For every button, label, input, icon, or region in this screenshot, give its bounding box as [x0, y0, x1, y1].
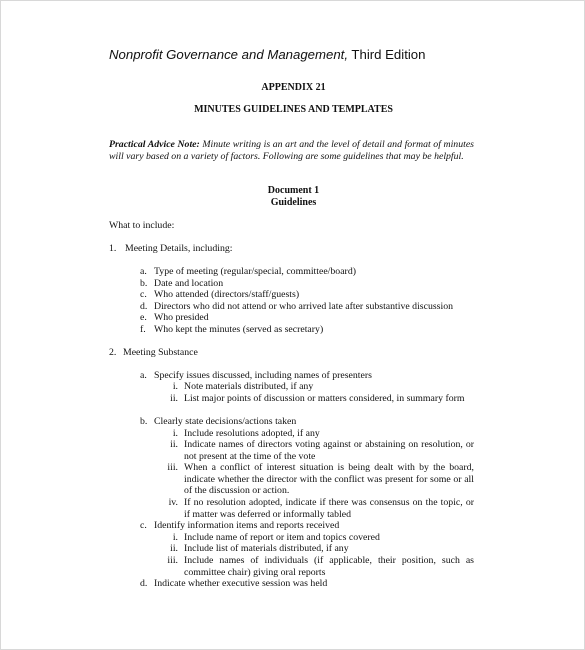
note-label: Practical Advice Note:: [109, 139, 200, 150]
list-item-text: Specify issues discussed, including names of presenters: [154, 370, 372, 381]
list-item-label: d.: [140, 578, 148, 589]
section-title: Meeting Details, including:: [125, 243, 233, 254]
sublist-item-text: List major points of discussion or matters considered, in summary form: [184, 393, 465, 404]
section-number: 2.: [109, 347, 117, 358]
list-item-text: Identify information items and reports received: [154, 520, 340, 531]
sublist-item-text: Note materials distributed, if any: [184, 381, 314, 392]
list-item-text: Who kept the minutes (served as secretary): [154, 324, 324, 335]
sublist-item-text: If no resolution adopted, indicate if there was consensus on the topic, or if matter was deferred or informally tabled: [184, 497, 474, 520]
list-item-label: d.: [140, 301, 148, 312]
sublist-item-text: Include names of individuals (if applicable, their position, such as committee chair) giving oral reports: [184, 555, 474, 578]
list-item-label: f.: [140, 324, 146, 335]
list-item-label: b.: [140, 278, 148, 289]
list-item-label: a.: [140, 370, 147, 381]
sublist-item-label: ii.: [170, 439, 178, 450]
list-item-label: c.: [140, 520, 147, 531]
sublist-item-label: i.: [172, 428, 178, 439]
sublist-item-text: When a conflict of interest situation is being dealt with by the board, indicate whether the director with the conflict was present for some or all of the discussion or action.: [184, 462, 474, 496]
sublist-item-label: i.: [172, 532, 178, 543]
list-item-text: Date and location: [154, 278, 224, 289]
sublist-item-label: ii.: [170, 393, 178, 404]
sublist-item-label: i.: [172, 381, 178, 392]
list-item-label: c.: [140, 289, 147, 300]
document-title: Document 1: [267, 185, 320, 196]
list-item-text: Indicate whether executive session was held: [154, 578, 328, 589]
section-number: 1.: [109, 243, 117, 254]
page-heading: MINUTES GUIDELINES AND TEMPLATES: [194, 104, 393, 115]
sublist-item-label: iii.: [167, 555, 178, 566]
practical-advice-note: [109, 139, 474, 163]
list-item-text: Clearly state decisions/actions taken: [154, 416, 297, 427]
document-subtitle: Guidelines: [270, 197, 317, 208]
sublist-item-text: Include resolutions adopted, if any: [184, 428, 320, 439]
sublist-item-text: Include list of materials distributed, if any: [184, 543, 349, 554]
list-item-text: Who attended (directors/staff/guests): [154, 289, 300, 300]
list-item-label: e.: [140, 312, 147, 323]
list-item-text: Directors who did not attend or who arrived late after substantive discussion: [154, 301, 454, 312]
sublist-item-label: ii.: [170, 543, 178, 554]
list-item-text: Who presided: [154, 312, 209, 323]
section-title: Meeting Substance: [123, 347, 198, 358]
sublist-item-label: iv.: [168, 497, 178, 508]
sublist-item-label: iii.: [167, 462, 178, 473]
intro-text: What to include:: [109, 220, 175, 231]
book-title-edition: Third Edition: [348, 47, 426, 62]
note-text: Minute writing is an art and the level of detail and format of minutes will vary based on a variety of factors. Following are some guidelines that may be helpful.: [109, 139, 474, 162]
list-item-label: a.: [140, 266, 147, 277]
list-item-label: b.: [140, 416, 148, 427]
sublist-item-text: Indicate names of directors voting against or abstaining on resolution, or not present at the time of the vote: [184, 439, 474, 462]
appendix-label: APPENDIX 21: [261, 82, 326, 93]
book-title: [109, 47, 425, 62]
sublist-item-text: Include name of report or item and topics covered: [184, 532, 380, 543]
book-title-italic: Nonprofit Governance and Management,: [109, 47, 348, 62]
list-item-text: Type of meeting (regular/special, committee/board): [154, 266, 356, 277]
